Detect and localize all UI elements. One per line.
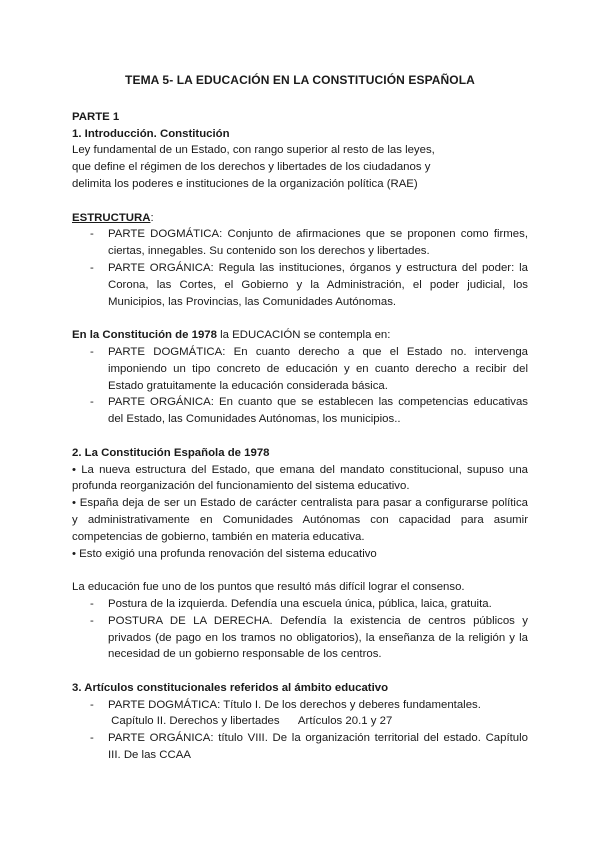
posturas-list <box>72 596 528 663</box>
definition-line: Ley fundamental de un Estado, con rango superior al resto de las leyes, <box>72 144 435 157</box>
part-heading: PARTE 1 <box>72 110 120 123</box>
list-item: - PARTE ORGÁNICA: En cuanto que se establecen las competencias educativas del Estado, las Comunidades Autónomas, los municipios.. <box>72 394 528 428</box>
estructura-heading <box>72 210 528 227</box>
bullet-item: • La nueva estructura del Estado, que emana del mandato constitucional, supuso una profunda reorganización del funcionamiento del sistema educativo. <box>72 463 528 493</box>
list-item: - PARTE ORGÁNICA: título VIII. De la organización territorial del estado. Capítulo III. De las CCAA <box>72 730 528 764</box>
section-3-heading: 3. Artículos constitucionales referidos al ámbito educativo <box>72 681 389 694</box>
list-item: - PARTE ORGÁNICA: Regula las instituciones, órganos y estructura del poder: la Corona, las Cortes, el Gobierno y la Administración, el poder judicial, los Municipios, las Provincias, las Comunidades Autónomas. <box>72 260 528 310</box>
capitulo-line: Capítulo II. Derechos y libertades Artículos 20.1 y 27 <box>108 715 393 728</box>
definition-line: que define el régimen de los derechos y libertades de los ciudadanos y <box>72 161 431 174</box>
list-item <box>72 697 528 731</box>
constitucion-1978-intro <box>72 327 528 344</box>
document-page <box>72 72 528 764</box>
bullet-item: • España deja de ser un Estado de carácter centralista para pasar a configurarse política y administrativamente en Comunidades Autónomas con capacidad para asumir competencias de gobierno, también en materia educativa. <box>72 497 528 543</box>
estructura-list <box>72 226 528 310</box>
bullet-item: • Esto exigió una profunda renovación del sistema educativo <box>72 547 377 560</box>
estructura-label: ESTRUCTURA <box>72 211 151 224</box>
intro-bold: En la Constitución de 1978 <box>72 329 217 342</box>
section-2-heading: 2. La Constitución Española de 1978 <box>72 446 270 459</box>
definition-line: delimita los poderes e instituciones de la organización política (RAE) <box>72 177 418 190</box>
consenso-intro: La educación fue uno de los puntos que resultó más difícil lograr el consenso. <box>72 581 465 594</box>
estructura-colon: : <box>150 211 154 224</box>
intro-rest: la EDUCACIÓN se contempla en: <box>216 329 391 342</box>
list-item: - Postura de la izquierda. Defendía una escuela única, pública, laica, gratuita. <box>72 596 528 613</box>
document-title: TEMA 5- LA EDUCACIÓN EN LA CONSTITUCIÓN ESPAÑOLA <box>125 73 475 87</box>
articulos-list <box>72 697 528 764</box>
educacion-list <box>72 344 528 428</box>
dogmatica-line: - PARTE DOGMÁTICA: Título I. De los derechos y deberes fundamentales. <box>108 698 481 711</box>
section-1-heading: 1. Introducción. Constitución <box>72 127 230 140</box>
list-item: - PARTE DOGMÁTICA: Conjunto de afirmaciones que se proponen como firmes, ciertas, innegables. Su contenido son los derechos y libertades. <box>72 226 528 260</box>
list-item: - POSTURA DE LA DERECHA. Defendía la existencia de centros públicos y privados (de pago en los tramos no obligatorios), la enseñanza de la religión y la necesidad de un gobierno responsable de los centros. <box>72 613 528 663</box>
list-item: - PARTE DOGMÁTICA: En cuanto derecho a que el Estado no. intervenga imponiendo un tipo concreto de educación y en cuanto derecho a recibir del Estado gratuitamente la educación considerada básica. <box>72 344 528 394</box>
